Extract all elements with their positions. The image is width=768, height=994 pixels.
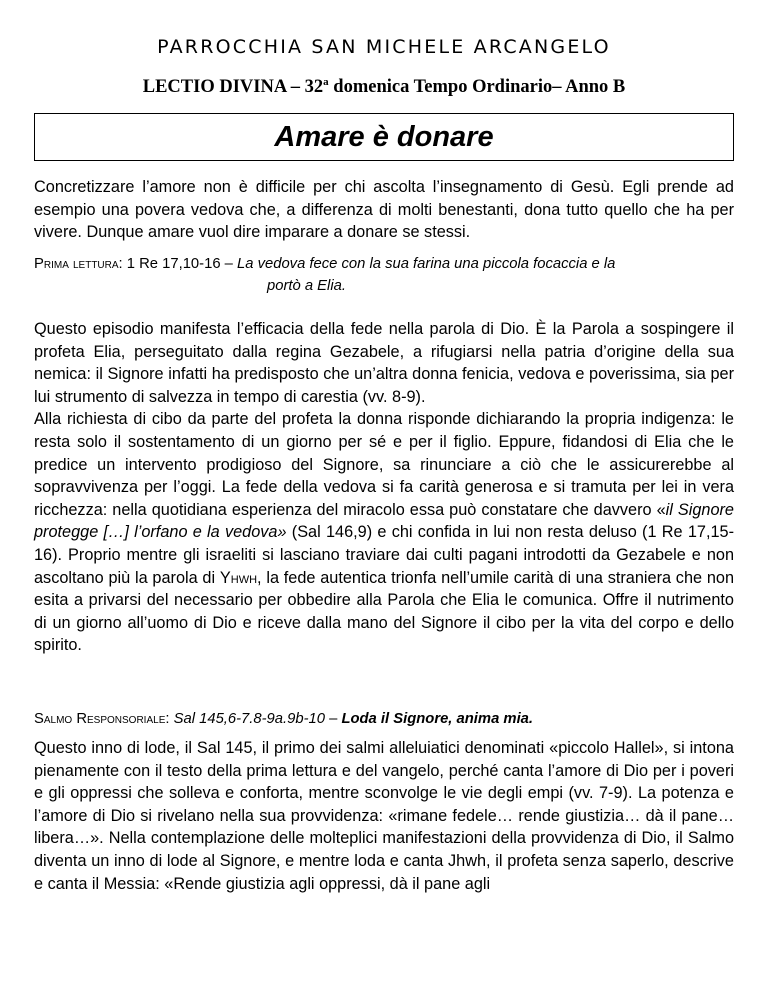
prima-lettura-ref: : 1 Re 17,10-16 – (118, 256, 238, 272)
salmo-label: Salmo Responsoriale (34, 711, 166, 727)
lectio-subtitle (0, 76, 768, 98)
salmo-dash: – (324, 711, 342, 727)
prima-lettura-body-1: Questo episodio manifesta l’efficacia della fede nella parola di Dio. È la Parola a sospingere il profeta Elia, perseguitato dalla regina Gezabele, a rifugiarsi nella patria d’origine della sua nemica: il Signore infatti ha predisposto che un’altra donna fenicia, vedova e poverissima, sia per lui strumento di salvezza in tempo di carestia (vv. 8-9). (34, 320, 734, 406)
prima-lettura-body-2c: , la fede autentica trionfa nell’umile carità di una straniera che non esita a privarsi del necessario per obbedire alla Parola che Elia le comunica. Offre il nutrimento di un giorno all’uomo di Dio e riceve dalla mano del Signore il cibo per la vita del corpo e dello spirito. (34, 568, 734, 655)
salmo-response: Loda il Signore, anima mia. (341, 711, 534, 727)
prima-lettura-body (34, 318, 734, 657)
prima-lettura-body-2b: (Sal 146,9) e chi confida in lui non resta deluso (1 Re 17,15-16). Proprio mentre gli israeliti si lasciano traviare dai culti pagani introdotti da Gezabele e non ascoltano più la parola di (34, 523, 734, 587)
salmo-sep: : (165, 711, 174, 727)
salmo-body: Questo inno di lode, il Sal 145, il primo dei salmi alleluiatici denominati «piccolo Hallel», si intona pienamente con il testo della prima lettura e del vangelo, perché canta l’amore di Dio per i poveri e gli oppressi che solleva e conforta, mentre sconvolge le vie degli empi (vv. 7-9). La potenza e l’amore di Dio si rivelano nella sua provvidenza: «rimane fedele… rende giustizia… dà il pane… libera…». Nella contemplazione delle molteplici manifestazioni della provvidenza di Dio, il Salmo diventa un inno di lode al Signore, e mentre loda e canta Jhwh, il profeta senza saperlo, descrive e canta il Messia: «Rende giustizia agli oppressi, dà il pane agli (34, 739, 734, 893)
prima-lettura-quote: il Signore protegge […] l’orfano e la vedova» (34, 500, 734, 542)
parish-name: PARROCCHIA SAN MICHELE ARCANGELO (157, 36, 611, 58)
prima-lettura-cite-line1: La vedova fece con la sua farina una piccola focaccia e la (237, 256, 616, 272)
title-box (34, 113, 734, 161)
intro-paragraph: Concretizzare l’amore non è difficile per chi ascolta l’insegnamento di Gesù. Egli prende ad esempio una povera vedova che, a differenza di molti benestanti, dona tutto quello che ha per vivere. Dunque amare vuol dire imparare a donare se stessi. (34, 178, 734, 241)
page-title: Amare è donare (274, 121, 494, 153)
lectio-subtitle-sup: a (323, 76, 329, 88)
salmo-ref: Sal 145,6-7.8-9a.9b-10 (173, 711, 325, 727)
lectio-subtitle-post: domenica Tempo Ordinario– Anno B (328, 77, 626, 98)
prima-lettura-body-2a: Alla richiesta di cibo da parte del profeta la donna risponde dichiarando la propria indigenza: le resta solo il sostentamento di un giorno per sé e per il figlio. Eppure, fidandosi di Elia che le predice un intervento prodigioso del Signore, sa rinunciare a ciò che le assicurerebbe al sopravvivenza per l’oggi. La fede della vedova si fa carità generosa e si tramuta per lei in vera ricchezza: nella quotidiana esperienza del miracolo essa può constatare che davvero « (34, 410, 734, 519)
prima-lettura-heading (34, 253, 734, 297)
yhwh-text: Yhwh (219, 568, 258, 587)
prima-lettura-label: Prima lettura (34, 256, 119, 272)
prima-lettura-cite-line2: portò a Elia. (267, 278, 346, 294)
salmo-heading (34, 708, 734, 730)
lectio-subtitle-pre: LECTIO DIVINA – 32 (142, 77, 324, 98)
